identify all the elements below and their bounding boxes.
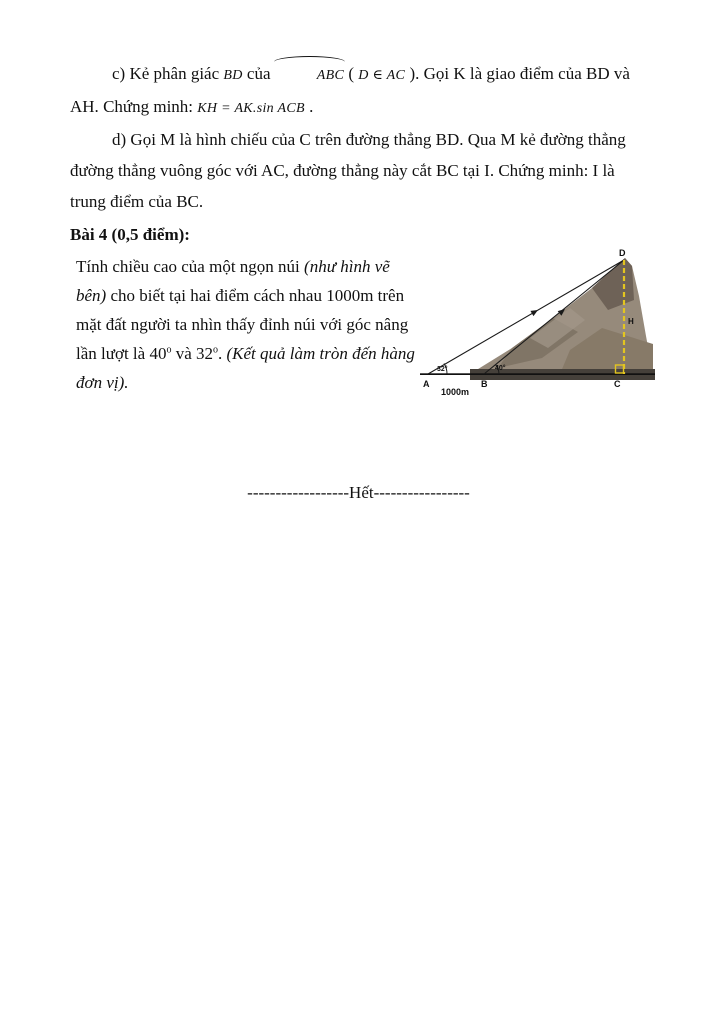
point-label-c: C [614,379,621,389]
degree-sup: o [166,344,172,356]
text-run: Tính chiều cao của một ngọn núi [76,257,305,276]
angle-label-b: 40° [495,365,506,372]
math-d-in-ac: D ∈ AC [358,68,406,83]
text-run: c) Kẻ phân giác [112,64,224,83]
angle-value: 40 [149,344,167,363]
text-run: . [217,344,227,363]
distance-label: 1000m [441,387,470,397]
bai4-paragraph [70,252,424,397]
math-angle-abc: ABC [275,60,344,91]
italic-run: (như hình vẽ bên) [76,257,390,305]
degree-sup: o [212,344,218,356]
text-run: . [304,97,314,116]
point-label-b: B [481,379,488,389]
point-label-a: A [423,379,430,389]
text-run: và [171,344,196,363]
end-divider: ------------------Hết----------------- [247,483,470,502]
angle-label-a: 32° [437,366,448,373]
italic-run: (Kết quả làm tròn đến hàng đơn vị). [76,344,415,392]
paragraph-c [70,58,647,124]
bai4-heading: Bài 4 (0,5 điểm): [70,225,190,244]
math-kh-formula: KH = AK.sin ACB [197,101,305,116]
mountain-figure [420,248,655,398]
text-run: ( [344,64,359,83]
text-run: cho biết tại hai điểm cách nhau 1000m trên mặt đất người ta nhìn thấy đỉnh núi với góc nâng lần lượt là [76,286,409,363]
point-label-d: D [619,248,626,258]
math-bd: BD [223,68,243,83]
angle-value: 32 [195,344,213,363]
text-run: của [242,64,275,83]
text-run: Chứng minh: [103,97,198,116]
text-run: ). Gọi K là giao điểm của BD và AH. [70,64,630,116]
paragraph-d: d) Gọi M là hình chiếu của C trên đường thẳng BD. Qua M kẻ đường thẳng đường thẳng vuông góc với AC, đường thẳng này cắt BC tại I. Chứng minh: I là trung điểm của BC. [70,130,626,211]
bai4-section [70,248,647,410]
point-label-h: H [628,317,634,326]
